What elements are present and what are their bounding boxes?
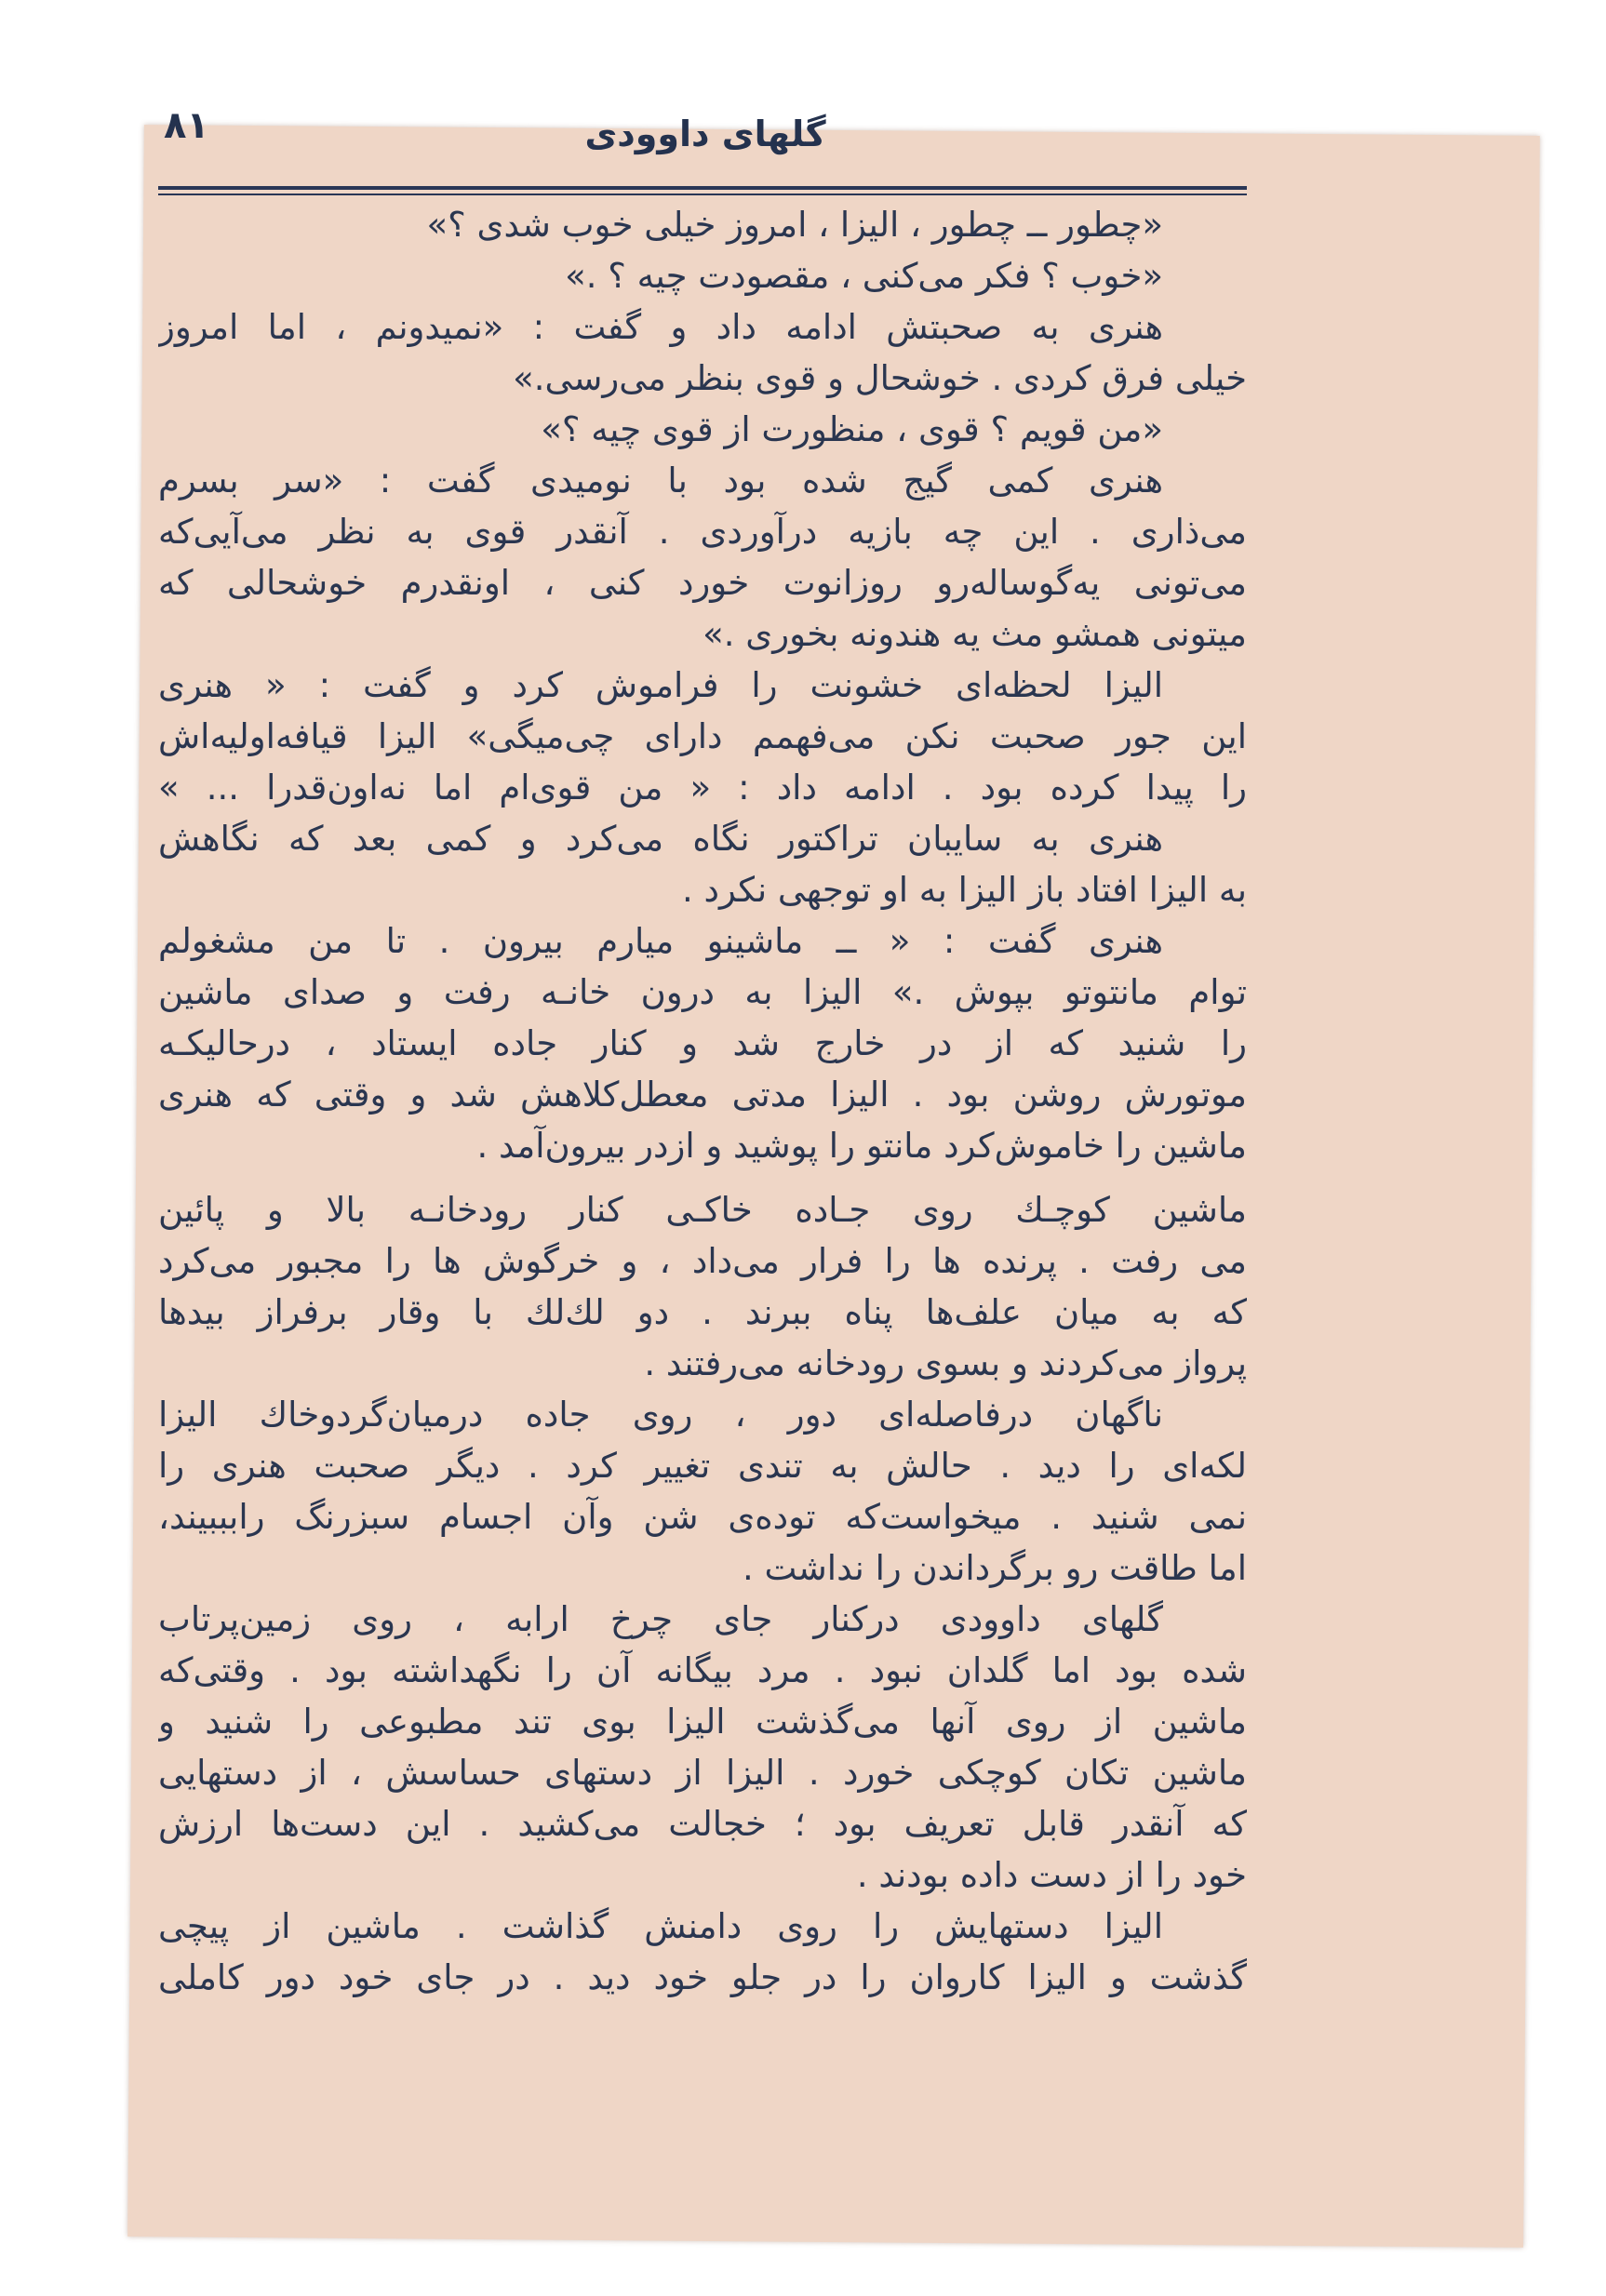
text-line: توام مانتوتو بپوش .» الیزا به درون خانـه رفت و صدای ماشین — [158, 972, 1247, 1012]
text-line: موتورش روشن بود . الیزا مدتی معطل‌کلاهش شد و وقتی که هنری — [158, 1075, 1247, 1115]
text-line: الیزا دستهایش را روی دامنش گذاشت . ماشین از پیچی — [158, 1906, 1163, 1946]
page-number: ۸۱ — [164, 104, 209, 147]
text-line: می‌تونی یه‌گوساله‌رو روزانوت خورد کنی ، اونقدرم خوشحالی که — [158, 563, 1247, 603]
text-line: اما طاقت رو برگرداندن را نداشت . — [742, 1548, 1247, 1588]
text-line: این جور صحبت نکن می‌فهمم دارای چی‌میگی» الیزا قیافه‌اولیه‌اش — [158, 716, 1247, 756]
text-line: الیزا لحظه‌ای خشونت را فراموش کرد و گفت : « هنری — [158, 665, 1163, 705]
text-line: ناگهان درفاصله‌ای دور ، روی جاده درمیان‌گردوخاك الیزا — [158, 1395, 1163, 1435]
text-line: به الیزا افتاد باز الیزا به او توجهی نکرد . — [682, 870, 1247, 910]
text-line: شده بود اما گلدان نبود . مرد بیگانه آن را نگهداشته بود . وقتی‌که — [158, 1650, 1247, 1690]
text-line: می‌ذاری . این چه بازیه درآوردی . آنقدر قوی به نظر می‌آیی‌که — [158, 512, 1247, 552]
paragraph-gap — [158, 1171, 1247, 1184]
text-line: هنری به صحبتش ادامه داد و گفت : «نمیدونم ، اما امروز — [158, 307, 1163, 347]
text-line: ماشین را خاموش‌کرد مانتو را پوشید و ازدر بیرون‌آمد . — [476, 1126, 1247, 1166]
text-line: نمی شنید . میخواست‌که توده‌ی شن وآن اجسام سبزرنگ رابببیند، — [158, 1497, 1247, 1537]
text-line: هنری به سایبان تراکتور نگاه می‌کرد و کمی بعد که نگاهش — [158, 819, 1163, 859]
text-line: ماشین تکان کوچکی خورد . الیزا از دستهای حساسش ، از دستهایی — [158, 1753, 1247, 1793]
text-line: هنری کمی گیج شده بود با نومیدی گفت : «سر بسرم — [158, 461, 1163, 501]
text-line: که آنقدر قابل تعریف بود ؛ خجالت می‌کشید . این دست‌ها ارزش — [158, 1804, 1247, 1844]
header-rule — [158, 186, 1247, 195]
text-line: پرواز می‌کردند و بسوی رودخانه می‌رفتند . — [644, 1343, 1247, 1383]
running-title: گلهای داوودی — [584, 113, 826, 154]
text-line: هنری گفت : « ــ ماشینو میارم بیرون . تا من مشغولم — [158, 921, 1163, 961]
text-line: لکه‌ای را دید . حالش به تندی تغییر کرد . دیگر صحبت هنری را — [158, 1446, 1247, 1486]
page-header — [164, 104, 1247, 179]
text-line: «من قویم ؟ قوی ، منظورت از قوی چیه ؟» — [541, 409, 1163, 449]
text-line: گذشت و الیزا کاروان را در جلو خود دید . در جای خود دور کاملی — [158, 1957, 1247, 1997]
text-line: گلهای داوودی درکنار جای چرخ ارابه ، روی زمین‌پرتاب — [158, 1599, 1163, 1639]
text-line: ماشین کوچـك روی جـاده خاکـی کنار رودخانـه بالا و پائین — [158, 1190, 1247, 1230]
text-line: خیلی فرق کردی . خوشحال و قوی بنظر می‌رسی.» — [513, 358, 1247, 398]
text-line: را پیدا کرده بود . ادامه داد : « من قوی‌ام اما نه‌اون‌قدرا ... » — [158, 768, 1247, 808]
text-line: «خوب ؟ فکر می‌کنی ، مقصودت چیه ؟ .» — [565, 256, 1163, 296]
text-line: را شنید که از در خارج شد و کنار جاده ایستاد ، درحالیکـه — [158, 1023, 1247, 1063]
text-line: «چطور ــ چطور ، الیزا ، امروز خیلی خوب شدی ؟» — [426, 205, 1163, 245]
book-text — [158, 199, 1247, 2003]
text-line: می رفت . پرنده ها را فرار می‌داد ، و خرگوش ها را مجبور می‌کرد — [158, 1241, 1247, 1281]
text-line: میتونی همشو مث یه هندونه بخوری .» — [703, 614, 1247, 654]
text-line: خود را از دست داده بودند . — [856, 1855, 1247, 1895]
text-line: ماشین از روی آنها می‌گذشت الیزا بوی تند مطبوعی را شنید و — [158, 1702, 1247, 1742]
text-line: که به میان علف‌ها پناه ببرند . دو لك‌لك با وقار برفراز بیدها — [158, 1292, 1247, 1332]
